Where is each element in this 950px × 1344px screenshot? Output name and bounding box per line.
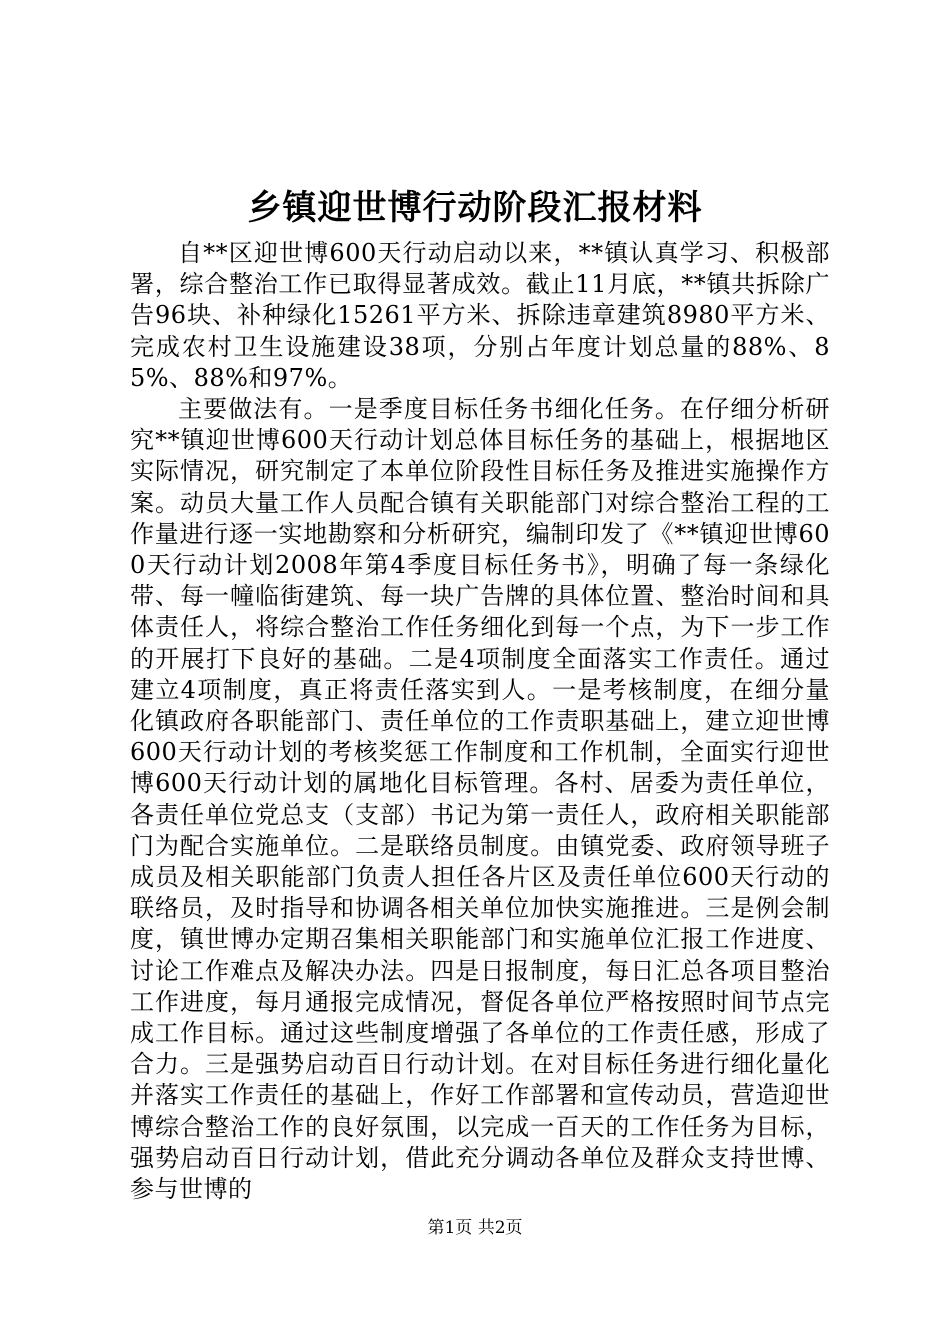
document-body [130, 238, 830, 1205]
page-number-footer: 第1页 共2页 [427, 1218, 523, 1238]
paragraph-intro: 自**区迎世博600天行动启动以来，**镇认真学习、积极部署，综合整治工作已取得显著成效。截止11月底，**镇共拆除广告96块、补种绿化15261平方米、拆除违章建筑8980平方米、完成农村卫生设施建设38项，分别占年度计划总量的88%、85%、88%和97%。 [130, 239, 830, 392]
document-title: 乡镇迎世博行动阶段汇报材料 [247, 188, 703, 228]
paragraph-main-practices: 主要做法有。一是季度目标任务书细化任务。在仔细分析研究**镇迎世博600天行动计划总体目标任务的基础上，根据地区实际情况，研究制定了本单位阶段性目标任务及推进实施操作方案。动员大量工作人员配合镇有关职能部门对综合整治工程的工作量进行逐一实地勘察和分析研究，编制印发了《**镇迎世博600天行动计划2008年第4季度目标任务书》，明确了每一条绿化带、每一幢临街建筑、每一块广告牌的具体位置、整治时间和具体责任人，将综合整治工作任务细化到每一个点，为下一步工作的开展打下良好的基础。二是4项制度全面落实工作责任。通过建立4项制度，真正将责任落实到人。一是考核制度，在细分量化镇政府各职能部门、责任单位的工作责职基础上，建立迎世博600天行动计划的考核奖惩工作制度和工作机制，全面实行迎世博600天行动计划的属地化目标管理。各村、居委为责任单位，各责任单位党总支（支部）书记为第一责任人，政府相关职能部门为配合实施单位。二是联络员制度。由镇党委、政府领导班子成员及相关职能部门负责人担任各片区及责任单位600天行动的联络员，及时指导和协调各相关单位加快实施推进。三是例会制度，镇世博办定期召集相关职能部门和实施单位汇报工作进度、讨论工作难点及解决办法。四是日报制度，每日汇总各项目整治工作进度，每月通报完成情况，督促各单位严格按照时间节点完成工作目标。通过这些制度增强了各单位的工作责任感，形成了合力。三是强势启动百日行动计划。在对目标任务进行细化量化并落实工作责任的基础上，作好工作部署和宣传动员，营造迎世博综合整治工作的良好氛围，以完成一百天的工作任务为目标，强势启动百日行动计划，借此充分调动各单位及群众支持世博、参与世博的 [130, 395, 830, 1204]
